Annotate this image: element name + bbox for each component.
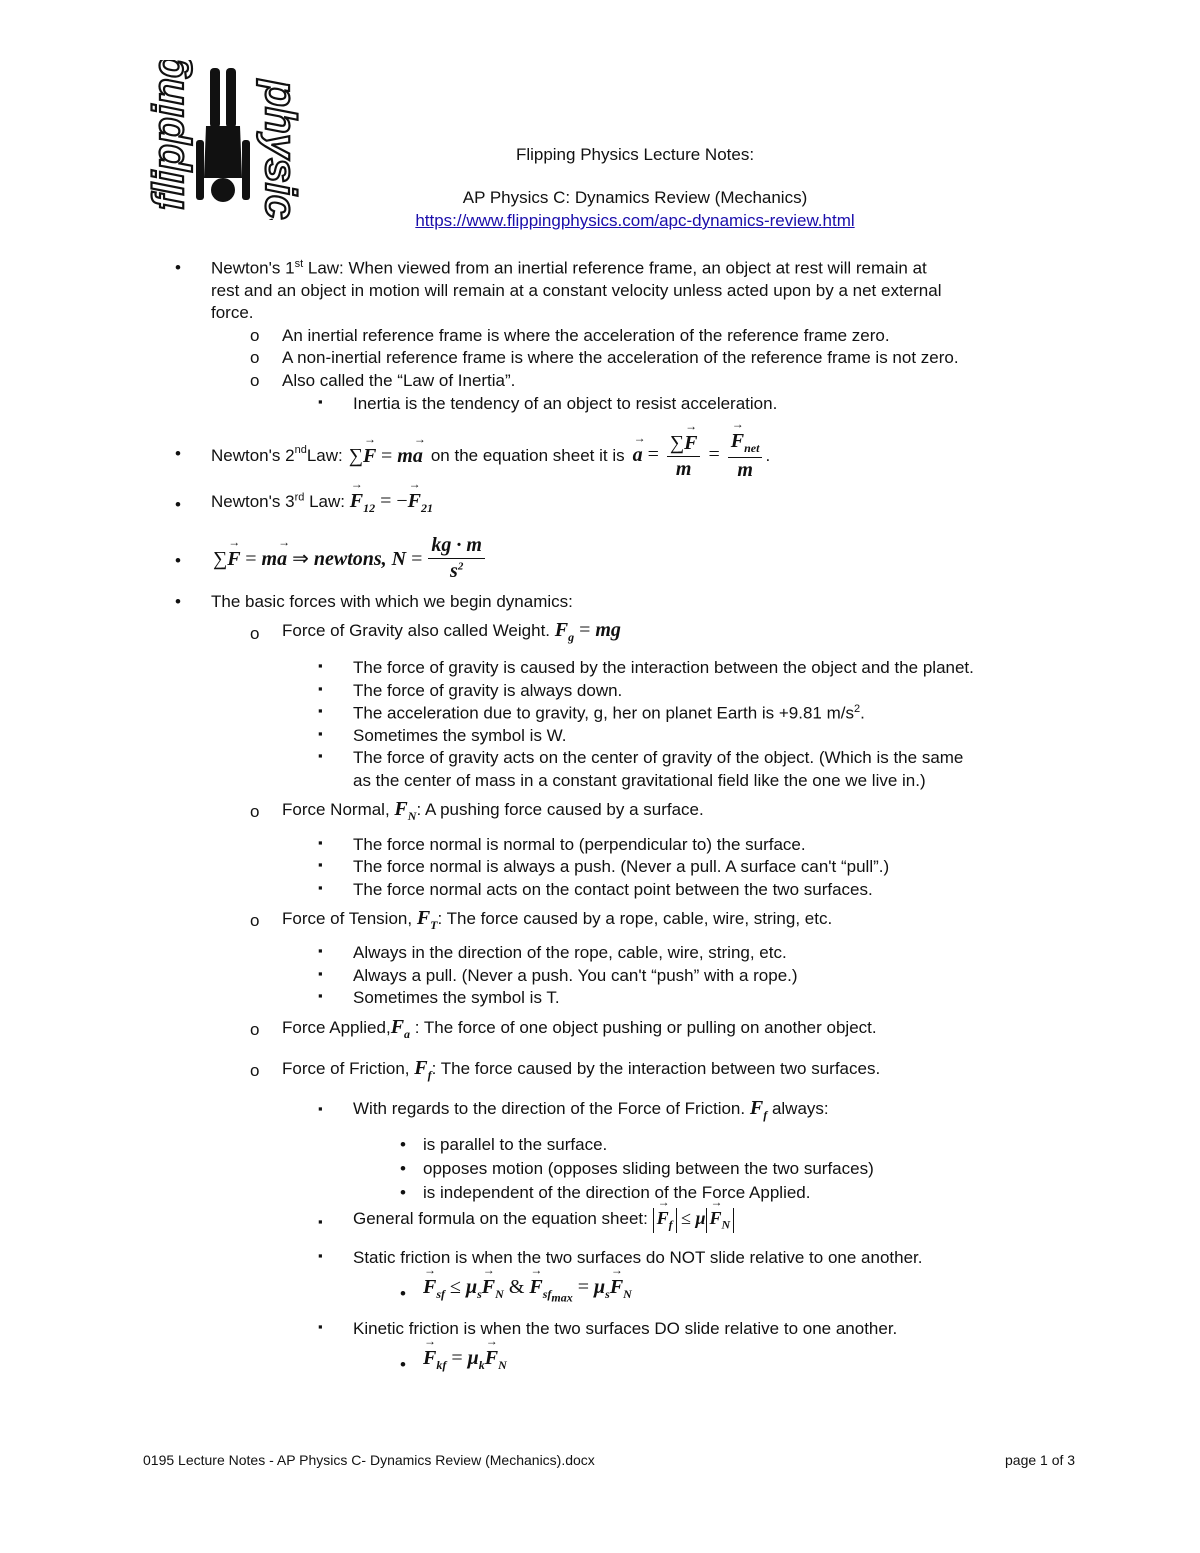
bullet-icon: •	[175, 551, 181, 570]
square-bullet-icon: ▪	[318, 703, 323, 718]
logo-word-physics: physics	[256, 80, 305, 220]
newton3-equation: → $F_{12}$ = −→ $F_{21}$	[350, 490, 433, 512]
bullet-icon: •	[175, 592, 181, 611]
square-bullet-icon: ▪	[318, 726, 323, 741]
circle-bullet-icon: o	[250, 802, 260, 821]
friction-direction: With regards to the direction of the Force of Friction. $F_f$ always:	[353, 1097, 829, 1122]
normal-note-3: The force normal acts on the contact point between the two surfaces.	[353, 880, 873, 899]
applied-heading: Force $Applied,F_a$ : The force of one object pushing or pulling on another object.	[282, 1016, 877, 1041]
normal-heading: Force Normal, $F_N$: A pushing force caused by a surface.	[282, 798, 704, 823]
bullet-icon: •	[400, 1159, 406, 1178]
bullet-icon: •	[175, 495, 181, 514]
footer-page-number: page 1 of 3	[1005, 1452, 1076, 1468]
square-bullet-icon: ▪	[318, 857, 323, 872]
circle-bullet-icon: o	[250, 1020, 260, 1039]
circle-bullet-icon: o	[250, 371, 260, 390]
square-bullet-icon: ▪	[318, 1248, 323, 1263]
bullet-icon: •	[175, 444, 181, 463]
gravity-note-5a: The force of gravity acts on the center of gravity of the object. (Which is the same	[353, 748, 964, 767]
tension-heading: Force of Tension, $F_T$: The force caused by a rope, cable, wire, string, etc.	[282, 907, 833, 932]
tension-note-3: Sometimes the symbol is T.	[353, 988, 560, 1007]
forces-intro: The basic forces with which we begin dynamics:	[211, 592, 573, 611]
tension-note-2: Always a pull. (Never a push. You can't “push” with a rope.)	[353, 966, 798, 985]
normal-note-1: The force normal is normal to (perpendicular to) the surface.	[353, 835, 806, 854]
newton1-line1: Newton's 1st Law: When viewed from an inertial reference frame, an object at rest will remain at	[211, 258, 927, 278]
circle-bullet-icon: o	[250, 911, 260, 930]
gravity-note-2: The force of gravity is always down.	[353, 681, 623, 700]
square-bullet-icon: ▪	[318, 1319, 323, 1334]
gravity-note-3: The acceleration due to gravity, g, her on planet Earth is +9.81 $m/s^2$.	[353, 703, 865, 723]
gravity-heading: Force of Gravity also called Weight. $F_g$ = mg	[282, 619, 621, 644]
circle-bullet-icon: o	[250, 1061, 260, 1080]
circle-bullet-icon: o	[250, 348, 260, 367]
footer-filename: 0195 Lecture Notes - AP Physics C- Dynamics Review (Mechanics).docx	[143, 1452, 595, 1468]
header-url-wrap	[0, 211, 1200, 231]
non-inertial-frame-note: A non-inertial reference frame is where the acceleration of the reference frame is not zero.	[282, 348, 959, 367]
newton1-line3: force.	[211, 303, 254, 322]
square-bullet-icon: ▪	[318, 1101, 323, 1116]
gravity-note-5b: as the center of mass in a constant gravitational field like the one we live in.)	[353, 771, 926, 790]
square-bullet-icon: ▪	[318, 1214, 323, 1229]
friction-heading: Force of Friction, $F_f$: The force caused by the interaction between two surfaces.	[282, 1057, 881, 1082]
square-bullet-icon: ▪	[318, 880, 323, 895]
square-bullet-icon: ▪	[318, 394, 323, 409]
newton2-line: Newton's 2 $^{nd}$ Law: ∑→ F = m→ a on the equation sheet it is → a = $\frac{\sum\to F}{m}$ = → $\frac{F_{net}}{m}$ .	[211, 430, 770, 482]
newton-unit-equation: ∑→ F = m→ a ⇒ newtons, N = $\frac{kg \cdot m}{s^2}$	[213, 530, 488, 586]
gravity-note-4: Sometimes the symbol is W.	[353, 726, 567, 745]
bullet-icon: •	[400, 1284, 406, 1303]
bullet-icon: •	[175, 258, 181, 277]
friction-direction-2: opposes motion (opposes sliding between the two surfaces)	[423, 1159, 874, 1178]
header-title: Flipping Physics Lecture Notes:	[515, 145, 755, 164]
bullet-icon: •	[400, 1135, 406, 1154]
square-bullet-icon: ▪	[318, 966, 323, 981]
friction-direction-1: is parallel to the surface.	[423, 1135, 608, 1154]
static-friction-equation: → $F_{sf} \le \mu_s\to F_N$ & → $F_{sf_{max}} = \mu_s\to F_N$	[423, 1276, 632, 1305]
logo-word-flipping: flipping	[144, 60, 193, 210]
newton2-equation-sheet-form: → a = $\frac{\sum\to F}{m}$ = → $\frac{F_{net}}{m}$	[633, 430, 766, 482]
square-bullet-icon: ▪	[318, 748, 323, 763]
square-bullet-icon: ▪	[318, 988, 323, 1003]
header-subtitle: AP Physics C: Dynamics Review (Mechanics)	[462, 188, 808, 207]
gravity-note-1: The force of gravity is caused by the interaction between the object and the planet.	[353, 658, 974, 677]
lecture-url-link[interactable]: https://www.flippingphysics.com/apc-dynamics-review.html	[415, 211, 855, 230]
friction-general-formula: General formula on the equation sheet: → $F_f \le \mu\to F_N$	[353, 1208, 734, 1233]
newton2-equation: ∑→ F = m→ a	[349, 445, 423, 468]
bullet-icon: •	[400, 1355, 406, 1374]
friction-direction-3: is independent of the direction of the Force Applied.	[423, 1183, 811, 1202]
upside-down-person-icon	[196, 68, 250, 202]
square-bullet-icon: ▪	[318, 681, 323, 696]
bullet-icon: •	[400, 1183, 406, 1202]
static-friction-note: Static friction is when the two surfaces do NOT slide relative to one another.	[353, 1248, 923, 1267]
law-of-inertia-note: Also called the “Law of Inertia”.	[282, 371, 516, 390]
newton1-line2: rest and an object in motion will remain at a constant velocity unless acted upon by a net external	[211, 281, 942, 300]
circle-bullet-icon: o	[250, 326, 260, 345]
square-bullet-icon: ▪	[318, 658, 323, 673]
square-bullet-icon: ▪	[318, 943, 323, 958]
newton3-line: Newton's 3rd Law: → $F_{12}$ = −→ $F_{21}$	[211, 490, 433, 516]
inertial-frame-note: An inertial reference frame is where the acceleration of the reference frame zero.	[282, 326, 890, 345]
inertia-definition: Inertia is the tendency of an object to resist acceleration.	[353, 394, 778, 413]
kinetic-friction-note: Kinetic friction is when the two surfaces DO slide relative to one another.	[353, 1319, 898, 1338]
kinetic-friction-equation: → $F_{kf} = \mu_k\to F_N$	[423, 1347, 507, 1373]
square-bullet-icon: ▪	[318, 835, 323, 850]
normal-note-2: The force normal is always a push. (Never a pull. A surface can't “pull”.)	[353, 857, 890, 876]
tension-note-1: Always in the direction of the rope, cable, wire, string, etc.	[353, 943, 787, 962]
circle-bullet-icon: o	[250, 624, 260, 643]
